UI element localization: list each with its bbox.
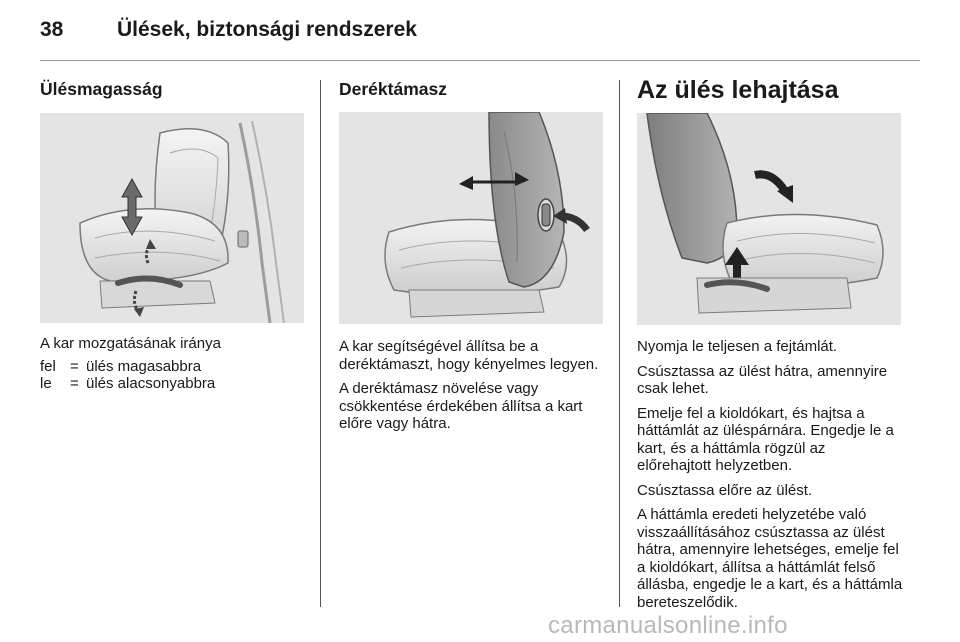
definition-row — [40, 375, 215, 393]
lumbar-paragraph: A deréktámasz növelése vagy csökkentése érdekében állítsa a kart előre vagy hátra. — [339, 380, 583, 432]
definition-value: ülés magasabbra — [86, 357, 202, 375]
fold-seat-paragraph: A háttámla eredeti helyzetébe való visszaállításához csúsztassa az ülést hátra, amennyire lehetséges, emelje fel a kioldókart, állítsa a háttámlát felső állásba, engedje le a kart, és a háttámla bereteszelődik. — [637, 506, 903, 611]
column-divider-1 — [320, 80, 321, 607]
definition-key: le — [40, 375, 52, 392]
definition-equals: = — [70, 357, 79, 375]
fold-seat-paragraph: Emelje fel a kioldókart, és hajtsa a háttámlát az üléspárnára. Engedje le a kart, és a háttámla rögzül az előrehajtott helyzetben. — [637, 404, 894, 474]
fold-seat-text — [637, 338, 903, 611]
column-divider-2 — [619, 80, 620, 607]
fold-seat-paragraph: Csúsztassa előre az ülést. — [637, 481, 813, 499]
lumbar-support-section — [339, 70, 603, 440]
definition-row — [40, 358, 215, 376]
lumbar-support-text — [339, 338, 603, 433]
definition-equals: = — [70, 375, 79, 392]
lumbar-paragraph: A kar segítségével állítsa be a deréktámaszt, hogy kényelmes legyen. — [339, 338, 599, 373]
watermark-text: carmanualsonline.info — [548, 612, 788, 639]
fold-seat-paragraph: Nyomja le teljesen a fejtámlát. — [637, 338, 838, 355]
direction-definitions — [40, 358, 215, 393]
lumbar-support-illustration — [339, 112, 603, 324]
page-header — [40, 18, 920, 48]
lumbar-support-heading: Deréktámasz — [339, 79, 447, 99]
seat-height-illustration — [40, 113, 304, 323]
seat-height-section — [40, 70, 304, 393]
fold-seat-illustration — [637, 113, 901, 325]
fold-seat-paragraph: Csúsztassa az ülést hátra, amennyire csak lehet. — [637, 362, 888, 397]
seat-height-heading: Ülésmagasság — [40, 79, 163, 99]
page-number: 38 — [40, 18, 64, 41]
definition-value: ülés alacsonyabbra — [86, 375, 216, 392]
definition-key: fel — [40, 357, 56, 375]
lever-direction-caption: A kar mozgatásának iránya — [40, 335, 221, 352]
fold-seat-heading: Az ülés lehajtása — [637, 76, 839, 104]
header-rule — [40, 60, 920, 61]
chapter-title: Ülések, biztonsági rendszerek — [117, 18, 417, 41]
fold-seat-section — [637, 70, 903, 618]
